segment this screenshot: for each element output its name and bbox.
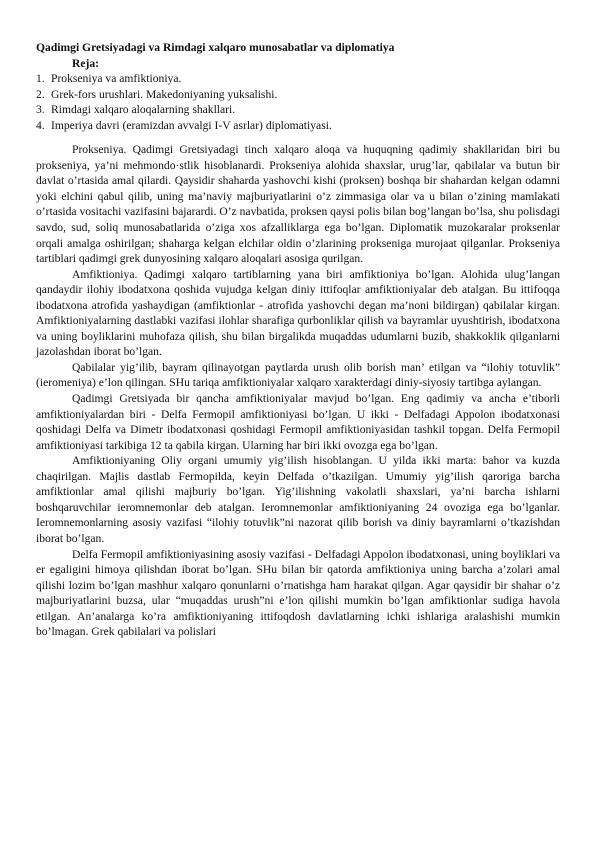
- plan-item-number: 2.: [36, 87, 45, 101]
- plan-item-text: Prokseniya va amfiktioniya.: [51, 72, 182, 86]
- paragraph-delfa-fermopil: Qadimgi Gretsiyada bir qancha amfiktioniyalar mavjud bo’lgan. Eng qadimiy va ancha e’tiborli amfiktioniyalardan biri - Delfa Fermopil amfiktioniyasi bo’lgan. U ikki - Delfadagi Appolon ibodatxonasi qoshidagi Delfa va Dimetr ibodatxonasi qoshidagi Fermopil amfiktioniyasidan tashkil topgan. Delfa Fermopil amfiktioniyasi tarkibiga 12 ta qabila kirgan. Ularning har biri ikki ovozga ega bo’lgan.: [36, 392, 560, 452]
- paragraph-oliy-organ: Amfiktioniyaning Oliy organi umumiy yig’ilish hisoblangan. U yilda ikki marta: bahor va kuzda chaqirilgan. Majlis dastlab Fermopilda, keyin Delfada o’tkazilgan. Umumiy yig’ilish qaroriga barcha amfiktionlar amal qilishi majburiy bo’lgan. Yig’ilishning vakolatli shaxslari, ya’ni barcha ishlarni boshqaruvchilar ieromnemonlar deb atalgan. Ieromnemonlar amfiktioniyaning 24 ovoziga ega bo’lganlar. Ieromnemonlarning asosiy vazifasi “ilohiy totuvlik”ni nazorat qilib borish va diniy bayramlarni o’tkazishdan iborat bo’lgan.: [36, 454, 560, 545]
- plan-item: [36, 102, 560, 118]
- plan-list: [36, 71, 560, 133]
- plan-item-number: 1.: [36, 72, 45, 86]
- plan-item-text: Rimdagi xalqaro aloqalarning shakllari.: [51, 103, 236, 117]
- paragraph-prokseniya: Prokseniya. Qadimgi Gretsiyadagi tinch xalqaro aloqa va huquqning qadimiy shakllaridan biri bu prokseniya, ya’ni mehmondo·stlik hisoblanardi. Prokseniya alohida shaxslar, urug’lar, qabilalar va butun bir davlat o’rtasida amal qilardi. Qaysidir shaharda yashovchi kishi (proksen) boshqa bir shahardan kelgan odamni yoki elchini qabul qilib, uning ma’naviy majburiyatlarini o’z zimmasiga olar va u bilan o’zining mamlakati o’rtasida vositachi vazifasini bajarardi. O’z navbatida, proksen qaysi polis bilan bog’langan bo’lsa, shu polisdagi savdo, sud, soliq munosabatlarida o’ziga xos afzalliklarga ega bo’lgan. Diplomatik muzokaralar proksenlar orqali amalga oshirilgan; shaharga kelgan elchilar oldin o’zlarining prokseniga murojaat qilganlar. Prokseniya tartiblari qadimgi grek dunyosining xalqaro aloqalari asosiga qurilgan.: [36, 143, 560, 266]
- plan-item-text: Imperiya davri (eramizdan avvalgi I-V asrlar) diplomatiyasi.: [51, 118, 332, 132]
- plan-item-number: 4.: [36, 118, 45, 132]
- plan-heading: Reja:: [72, 56, 100, 70]
- section-spacer: [36, 133, 560, 142]
- plan-item-number: 3.: [36, 103, 45, 117]
- plan-item: [36, 87, 560, 103]
- plan-item: [36, 118, 560, 134]
- document-title: Qadimgi Gretsiyadagi va Rimdagi xalqaro munosabatlar va diplomatiya: [36, 41, 395, 54]
- document-page: [36, 40, 560, 640]
- paragraph-amfiktioniya: Amfiktioniya. Qadimgi xalqaro tartiblarning yana biri amfiktioniya bo’lgan. Alohida ulug’langan qandaydir ilohiy ibodatxona qoshida vujudga kelgan diniy ittifoqlar amfiktioniyalar deb atalgan. Bu ittifoqqa ibodatxona atrofida yashaydigan (amfiktionlar - atrofida yashovchi degan ma’noni bildirgan) qabilalar kirgan. Amfiktioniyalarning dastlabki vazifasi ilohlar sharafiga qurbonliklar qilish va bayramlar uyushtirish, ibodatxona va uning boyliklarini muhofaza qilish, shu bilan birgalikda muqaddas udumlarni buzib, shakkoklik qilganlarni jazolashdan iborat bo’lgan.: [36, 267, 560, 359]
- plan-item-text: Grek-fors urushlari. Makedoniyaning yuksalishi.: [51, 87, 278, 101]
- plan-item: [36, 71, 560, 87]
- paragraph-asosiy-vazifa: Delfa Fermopil amfiktioniyasining asosiy vazifasi - Delfadagi Appolon ibodatxonasi, uning boyliklari va er egaligini himoya qilishdan iborat bo’lgan. SHu bilan bir qatorda amfiktioniya uning barcha a’zolari amal qilishi lozim bo’lgan mashhur xalqaro qonunlarni o’rnatishga ham harakat qilgan. Agar qaysidir bir shahar o’z majburiyatlarini buzsa, ular “muqaddas urush”ni e’lon qilishi mumkin bo’lgan amfiktionlar sudiga havola etilgan. An’analarga ko’ra amfiktioniyaning ittifoqdosh davlatlarning ichki ishlariga aralashishi mumkin bo’lmagan. Grek qabilalari va polislari: [36, 547, 560, 639]
- paragraph-ieromeniya: Qabilalar yig’ilib, bayram qilinayotgan paytlarda urush olib borish man’ etilgan va “ilohiy totuvlik” (ieromeniya) e’lon qilingan. SHu tariqa amfiktioniyalar xalqaro xarakterdagi diniy-siyosiy tartibga aylangan.: [36, 360, 560, 390]
